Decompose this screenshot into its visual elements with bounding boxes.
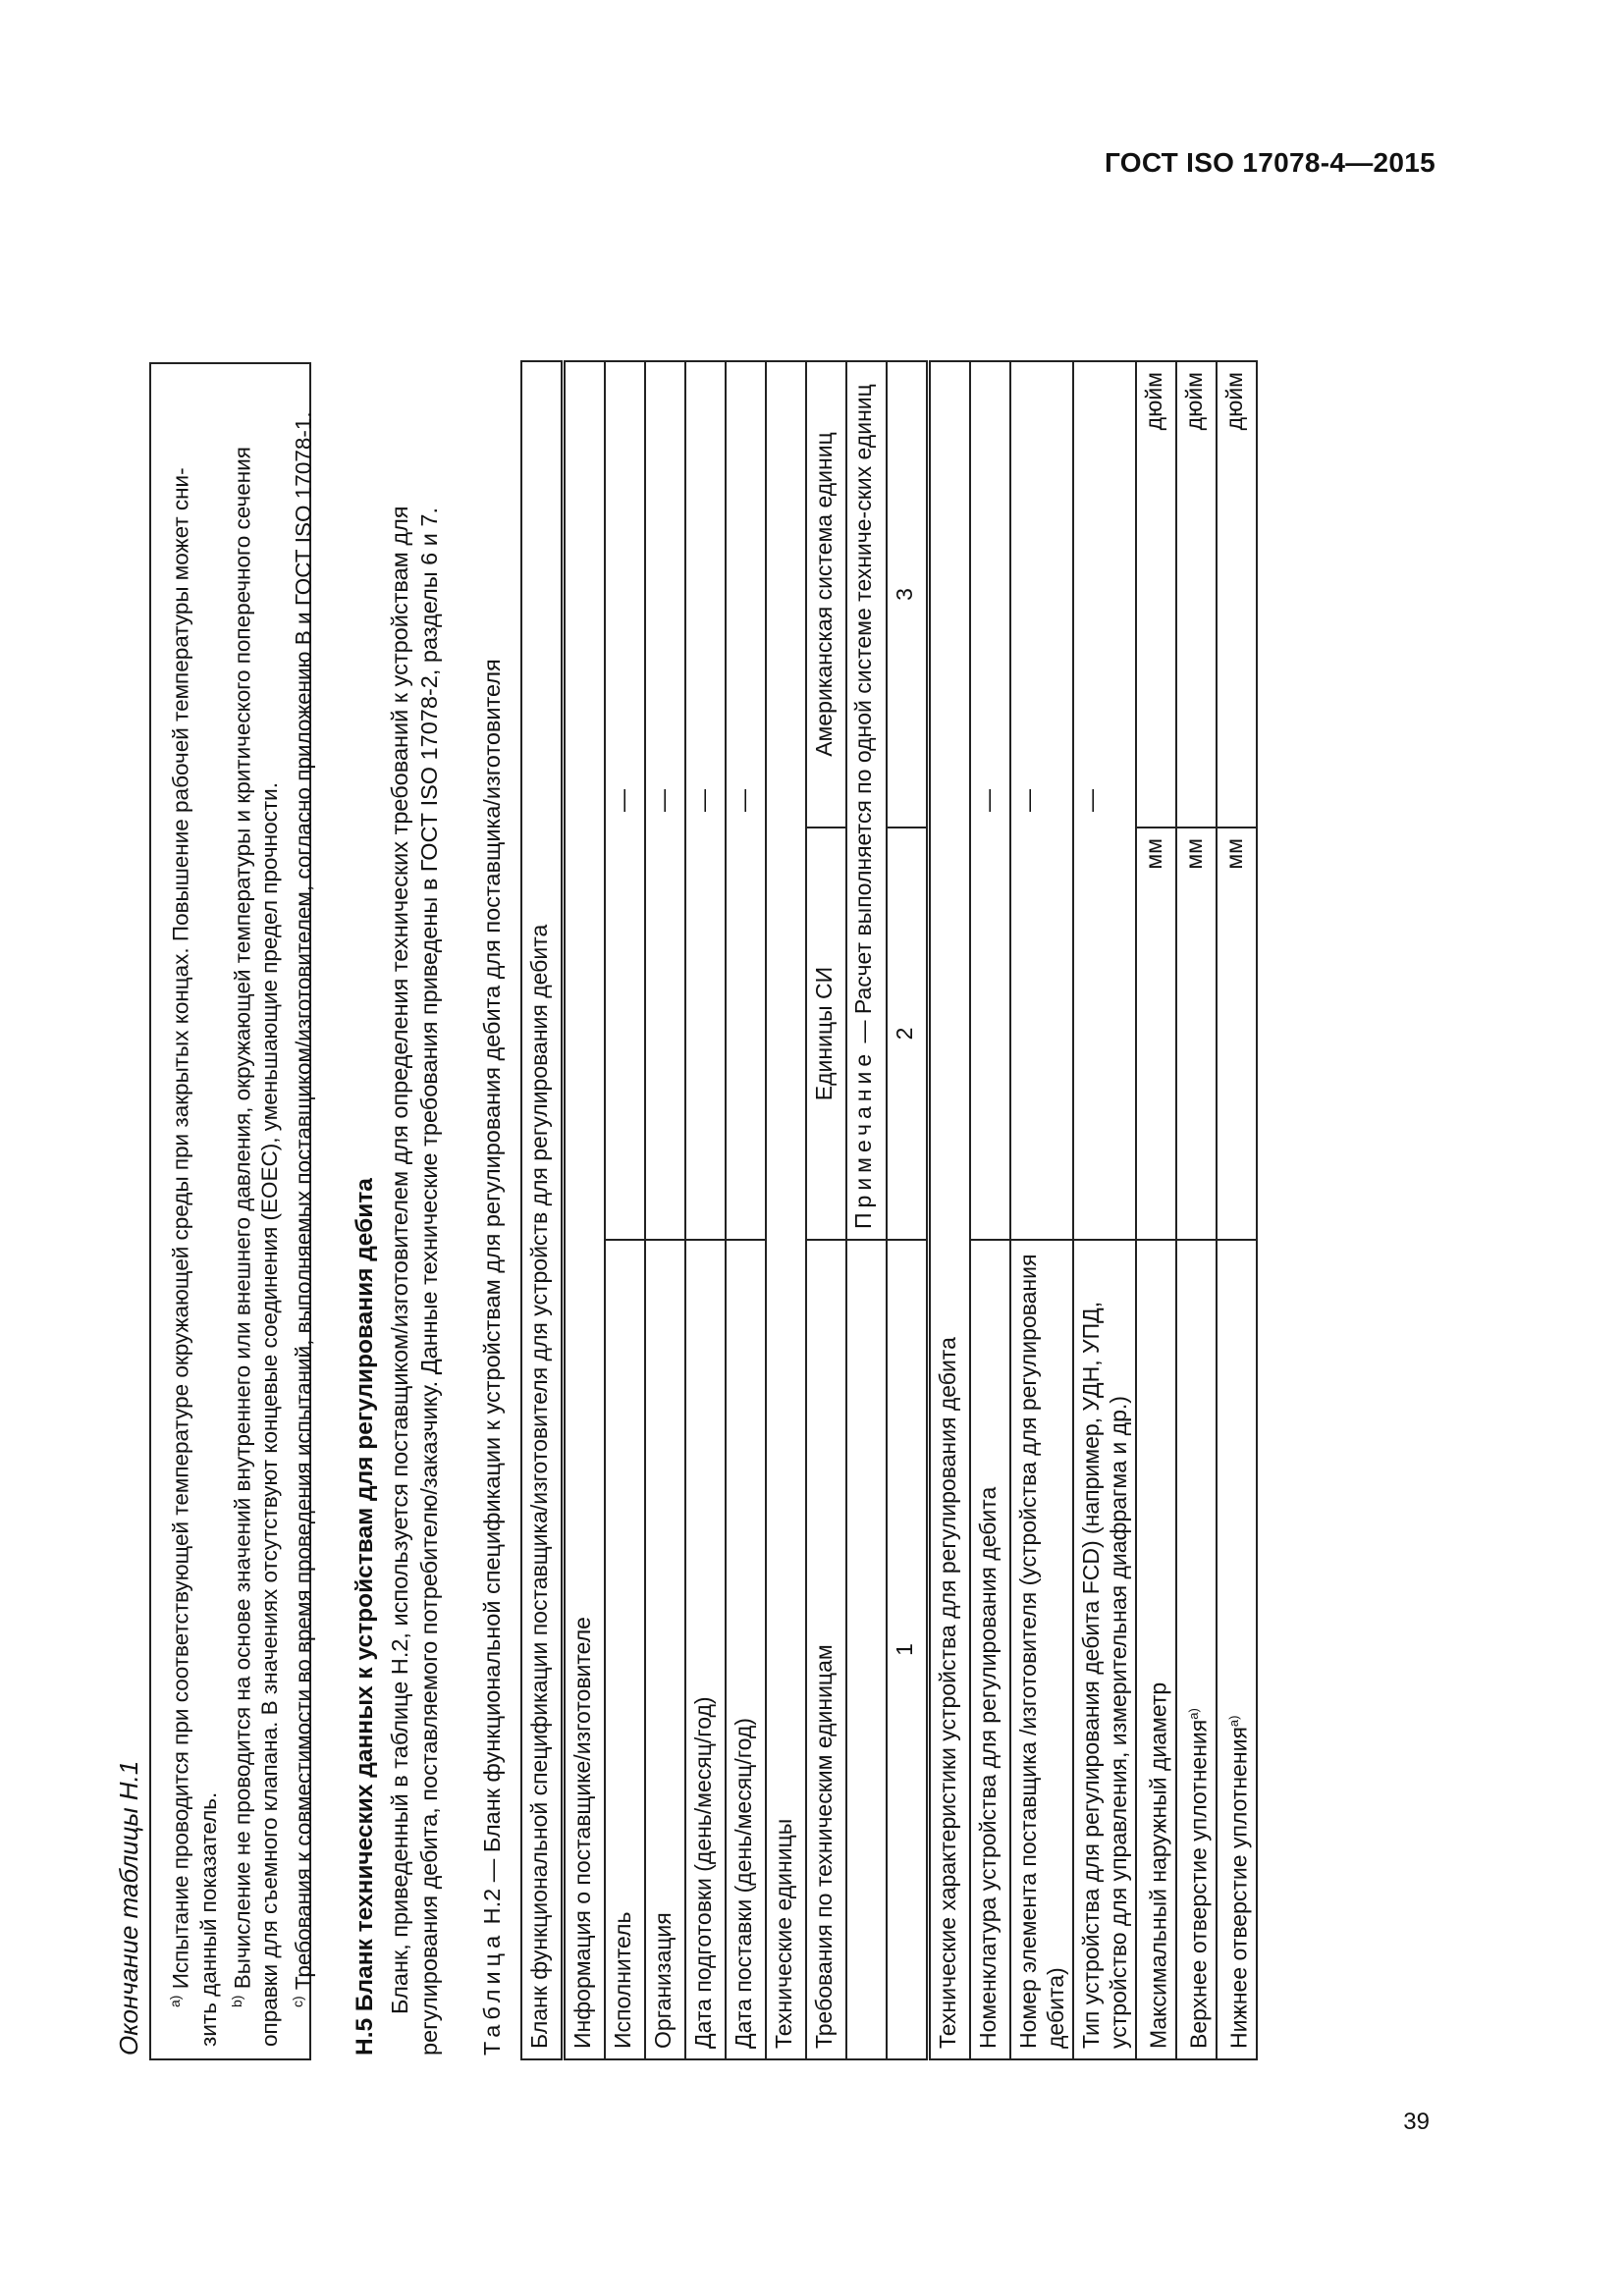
footnote-a-marker: а) [167,1995,183,2007]
footnote-a [161,376,195,2047]
tech-section-header: Технические характеристики устройства для регулирования дебита [929,361,971,2059]
units-note-text: — Расчет выполняется по одной системе техниче-ских единиц [850,384,876,1049]
table-row [645,361,685,2059]
document-code-header: ГОСТ ISO 17078-4—2015 [1104,147,1435,178]
info-row-label: Исполнитель [605,1240,645,2059]
table-row [846,361,887,2059]
dimension-label-text: Нижнее отверстие уплотнения [1225,1727,1252,2049]
dimension-si-unit[interactable]: мм [1176,828,1217,1240]
si-units-option[interactable]: Единицы СИ [806,828,846,1240]
table-row [1217,361,1257,2059]
tech-row-value[interactable]: — [970,361,1010,1240]
tech-row-value[interactable]: — [1073,361,1136,1240]
info-row-label: Дата поставки (день/месяц/год) [726,1240,766,2059]
info-row-value[interactable]: — [605,361,645,1240]
table-row [726,361,766,2059]
tech-row-label: Номенклатура устройства для регулирования дебита [970,1240,1010,2059]
page-number: 39 [1403,2109,1430,2135]
us-units-option[interactable]: Американская система единиц [806,361,846,828]
dimension-label [1136,1240,1176,2059]
info-row-value[interactable]: — [645,361,685,1240]
info-section-header: Информация о поставщике/изготовителе [564,361,606,2059]
table-row [970,361,1010,2059]
dimension-label-text: Максимальный наружный диаметр [1145,1682,1171,2049]
table-row [1010,361,1073,2059]
footnote-b [223,376,257,2047]
dimension-us-unit[interactable]: дюйм [1217,361,1257,828]
table-row [929,361,971,2059]
dimension-label-footnote: а) [1226,1715,1241,1728]
dimension-si-unit[interactable]: мм [1136,828,1176,1240]
units-requirement-label: Требования по техническим единицам [806,1240,846,2059]
table-row [685,361,726,2059]
table-caption [479,659,506,2056]
footnote-b-continuation: оправки для съемного клапана. В значениях отсутствуют концевые соединения (EOEC), уменьшающие предел прочности. [257,782,282,2047]
info-row-value[interactable]: — [726,361,766,1240]
specification-form-table [520,360,1258,2060]
column-number-row [887,361,929,2059]
dimension-label-text: Верхнее отверстие уплотнения [1185,1719,1212,2049]
table-row [1176,361,1217,2059]
footnote-a-continuation: зить данный показатель. [195,1791,221,2047]
table-row [1073,361,1136,2059]
table-row [564,361,606,2059]
footnote-c-text: Требования к совместимости во время проведения испытаний, выполняемых поставщиком/изготовителем, согласно приложению В и ГОСТ ISO 17078-1. [291,411,316,1997]
empty-cell [846,1240,887,2059]
table-row [521,361,564,2059]
table-continuation-title: Окончание таблицы Н.1 [114,1760,143,2056]
table-row [605,361,645,2059]
section-heading: Н.5 Бланк технических данных к устройствам для регулирования дебита [352,1178,378,2056]
footnote-a-text: Испытание проводится при соответствующей температуре окружающей среды при закрытых концах. Повышение рабочей температуры может сни- [168,467,193,1996]
info-row-value[interactable]: — [685,361,726,1240]
units-section-header: Технические единицы [766,361,806,2059]
section-paragraph: Бланк, приведенный в таблице Н.2, используется поставщиком/изготовителем для определения технических требований к устройствам для регулирования дебита, поставляемого потребителю/заказчику. Данные технические требования приведены в ГОСТ ISO 17078-2, разделы 6 и 7. [387,506,442,2056]
dimension-us-unit[interactable]: дюйм [1176,361,1217,828]
info-row-label: Дата подготовки (день/месяц/год) [685,1240,726,2059]
tech-row-label: Тип устройства для регулирования дебита FCD) (например, УДН, УПД, устройство для управления, измерительная диафрагма и др.) [1073,1240,1136,2059]
table-row [806,361,846,2059]
column-number: 2 [887,828,929,1240]
tech-row-value[interactable]: — [1010,361,1073,1240]
table-row [766,361,806,2059]
dimension-label [1176,1240,1217,2059]
info-row-label: Организация [645,1240,685,2059]
dimension-label [1217,1240,1257,2059]
footnote-b-marker: b) [228,1995,244,2007]
footnote-c [284,376,318,2047]
column-number: 3 [887,361,929,828]
units-note [846,361,887,1240]
footnote-c-marker: c) [290,1996,305,2007]
table-caption-text: Н.2 — Бланк функциональной спецификации к устройствам для регулирования дебита для поставщика/изготовителя [479,659,505,1931]
dimension-label-footnote: а) [1186,1708,1201,1720]
dimension-si-unit[interactable]: мм [1217,828,1257,1240]
table-caption-label: Таблица [479,1930,505,2056]
footnote-b-text: Вычисление не проводится на основе значений внутреннего или внешнего давления, окружающей температуры и критического поперечного сечения [230,447,254,1996]
form-title-cell: Бланк функциональной спецификации поставщика/изготовителя для устройств для регулирования дебита [521,361,564,2059]
tech-row-label: Номер элемента поставщика /изготовителя (устройства для регулирования дебита) [1010,1240,1073,2059]
dimension-us-unit[interactable]: дюйм [1136,361,1176,828]
units-note-label: Примечание [850,1048,876,1229]
table-row [1136,361,1176,2059]
table-footnotes-box [149,362,316,2060]
column-number: 1 [887,1240,929,2059]
